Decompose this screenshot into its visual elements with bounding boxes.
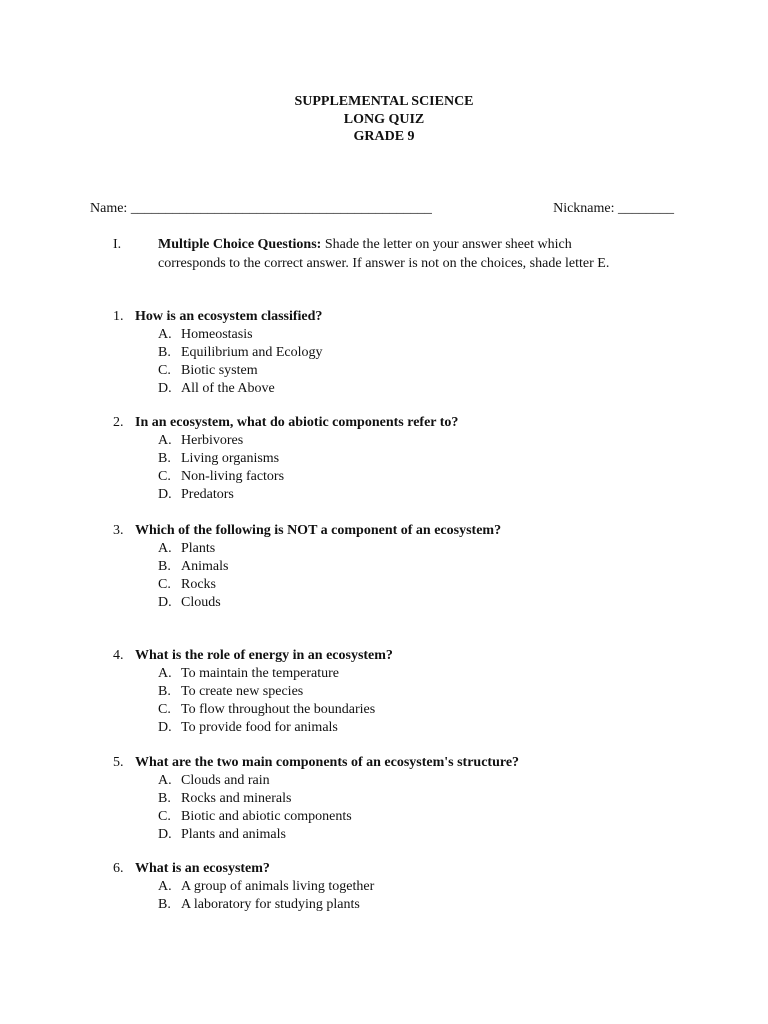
question-3: [113, 522, 713, 612]
question-number: 4.: [113, 648, 124, 663]
option-text: Plants: [181, 541, 216, 556]
section-numeral: I.: [113, 237, 122, 252]
option-letter: A.: [158, 879, 172, 894]
option-d[interactable]: [113, 594, 713, 612]
option-b[interactable]: [113, 896, 713, 914]
option-letter: D.: [158, 827, 172, 842]
option-text: All of the Above: [181, 381, 275, 396]
option-letter: D.: [158, 720, 172, 735]
option-b[interactable]: [113, 558, 713, 576]
question-number: 1.: [113, 309, 124, 324]
option-letter: C.: [158, 577, 171, 592]
option-text: Rocks: [181, 577, 216, 592]
option-letter: B.: [158, 451, 171, 466]
option-letter: C.: [158, 702, 171, 717]
option-c[interactable]: [113, 701, 713, 719]
option-letter: A.: [158, 773, 172, 788]
option-c[interactable]: [113, 576, 713, 594]
option-c[interactable]: [113, 808, 713, 826]
option-letter: A.: [158, 433, 172, 448]
quiz-header: [0, 93, 768, 146]
question-number: 6.: [113, 861, 124, 876]
question-1: [113, 308, 713, 398]
option-a[interactable]: [113, 326, 713, 344]
option-text: Living organisms: [181, 451, 280, 466]
option-b[interactable]: [113, 683, 713, 701]
option-d[interactable]: [113, 826, 713, 844]
option-a[interactable]: [113, 540, 713, 558]
option-letter: C.: [158, 469, 171, 484]
option-a[interactable]: [113, 432, 713, 450]
question-number: 2.: [113, 415, 124, 430]
option-letter: B.: [158, 897, 171, 912]
question-text: What is the role of energy in an ecosystem?: [135, 648, 393, 663]
question-2: [113, 414, 713, 504]
option-letter: D.: [158, 487, 172, 502]
option-b[interactable]: [113, 790, 713, 808]
name-field[interactable]: Name: ___________________________________________: [90, 201, 432, 216]
option-letter: B.: [158, 559, 171, 574]
nickname-field[interactable]: Nickname: ________: [553, 201, 674, 216]
option-text: Plants and animals: [181, 827, 286, 842]
option-text: Biotic system: [181, 363, 258, 378]
instructions-line-1: Shade the letter on your answer sheet which: [321, 237, 572, 252]
option-text: Herbivores: [181, 433, 244, 448]
option-text: A group of animals living together: [181, 879, 375, 894]
option-a[interactable]: [113, 665, 713, 683]
option-letter: A.: [158, 666, 172, 681]
question-text: Which of the following is NOT a component of an ecosystem?: [135, 523, 502, 538]
option-letter: C.: [158, 809, 171, 824]
option-text: Animals: [181, 559, 229, 574]
option-a[interactable]: [113, 878, 713, 896]
option-letter: A.: [158, 327, 172, 342]
question-number: 5.: [113, 755, 124, 770]
option-letter: D.: [158, 595, 172, 610]
option-letter: D.: [158, 381, 172, 396]
option-text: A laboratory for studying plants: [181, 897, 360, 912]
option-text: Homeostasis: [181, 327, 253, 342]
option-text: Clouds: [181, 595, 221, 610]
question-6: [113, 860, 713, 914]
option-b[interactable]: [113, 344, 713, 362]
option-text: Non-living factors: [181, 469, 285, 484]
question-number: 3.: [113, 523, 124, 538]
question-4: [113, 647, 713, 737]
option-a[interactable]: [113, 772, 713, 790]
instructions-text: [158, 236, 668, 273]
question-text: How is an ecosystem classified?: [135, 309, 323, 324]
option-text: Clouds and rain: [181, 773, 270, 788]
header-subject: SUPPLEMENTAL SCIENCE: [294, 94, 474, 109]
instructions-line-2: corresponds to the correct answer. If answer is not on the choices, shade letter E.: [158, 255, 610, 271]
option-text: To maintain the temperature: [181, 666, 340, 681]
option-text: To flow throughout the boundaries: [181, 702, 376, 717]
question-text: What are the two main components of an ecosystem's structure?: [135, 755, 520, 770]
option-b[interactable]: [113, 450, 713, 468]
option-text: Predators: [181, 487, 234, 502]
option-text: Biotic and abiotic components: [181, 809, 352, 824]
header-grade: GRADE 9: [353, 129, 415, 144]
question-text: In an ecosystem, what do abiotic components refer to?: [135, 415, 459, 430]
option-c[interactable]: [113, 468, 713, 486]
section-heading: Multiple Choice Questions:: [158, 237, 322, 252]
question-text: What is an ecosystem?: [135, 861, 270, 876]
question-5: [113, 754, 713, 844]
option-d[interactable]: [113, 486, 713, 504]
option-letter: A.: [158, 541, 172, 556]
header-quiz-type: LONG QUIZ: [343, 111, 425, 127]
option-letter: B.: [158, 791, 171, 806]
option-text: To create new species: [181, 684, 304, 699]
option-letter: C.: [158, 363, 171, 378]
option-text: Rocks and minerals: [181, 791, 292, 806]
option-c[interactable]: [113, 362, 713, 380]
option-d[interactable]: [113, 380, 713, 398]
option-text: Equilibrium and Ecology: [181, 345, 323, 360]
option-text: To provide food for animals: [181, 720, 338, 735]
option-d[interactable]: [113, 719, 713, 737]
option-letter: B.: [158, 684, 171, 699]
option-letter: B.: [158, 345, 171, 360]
